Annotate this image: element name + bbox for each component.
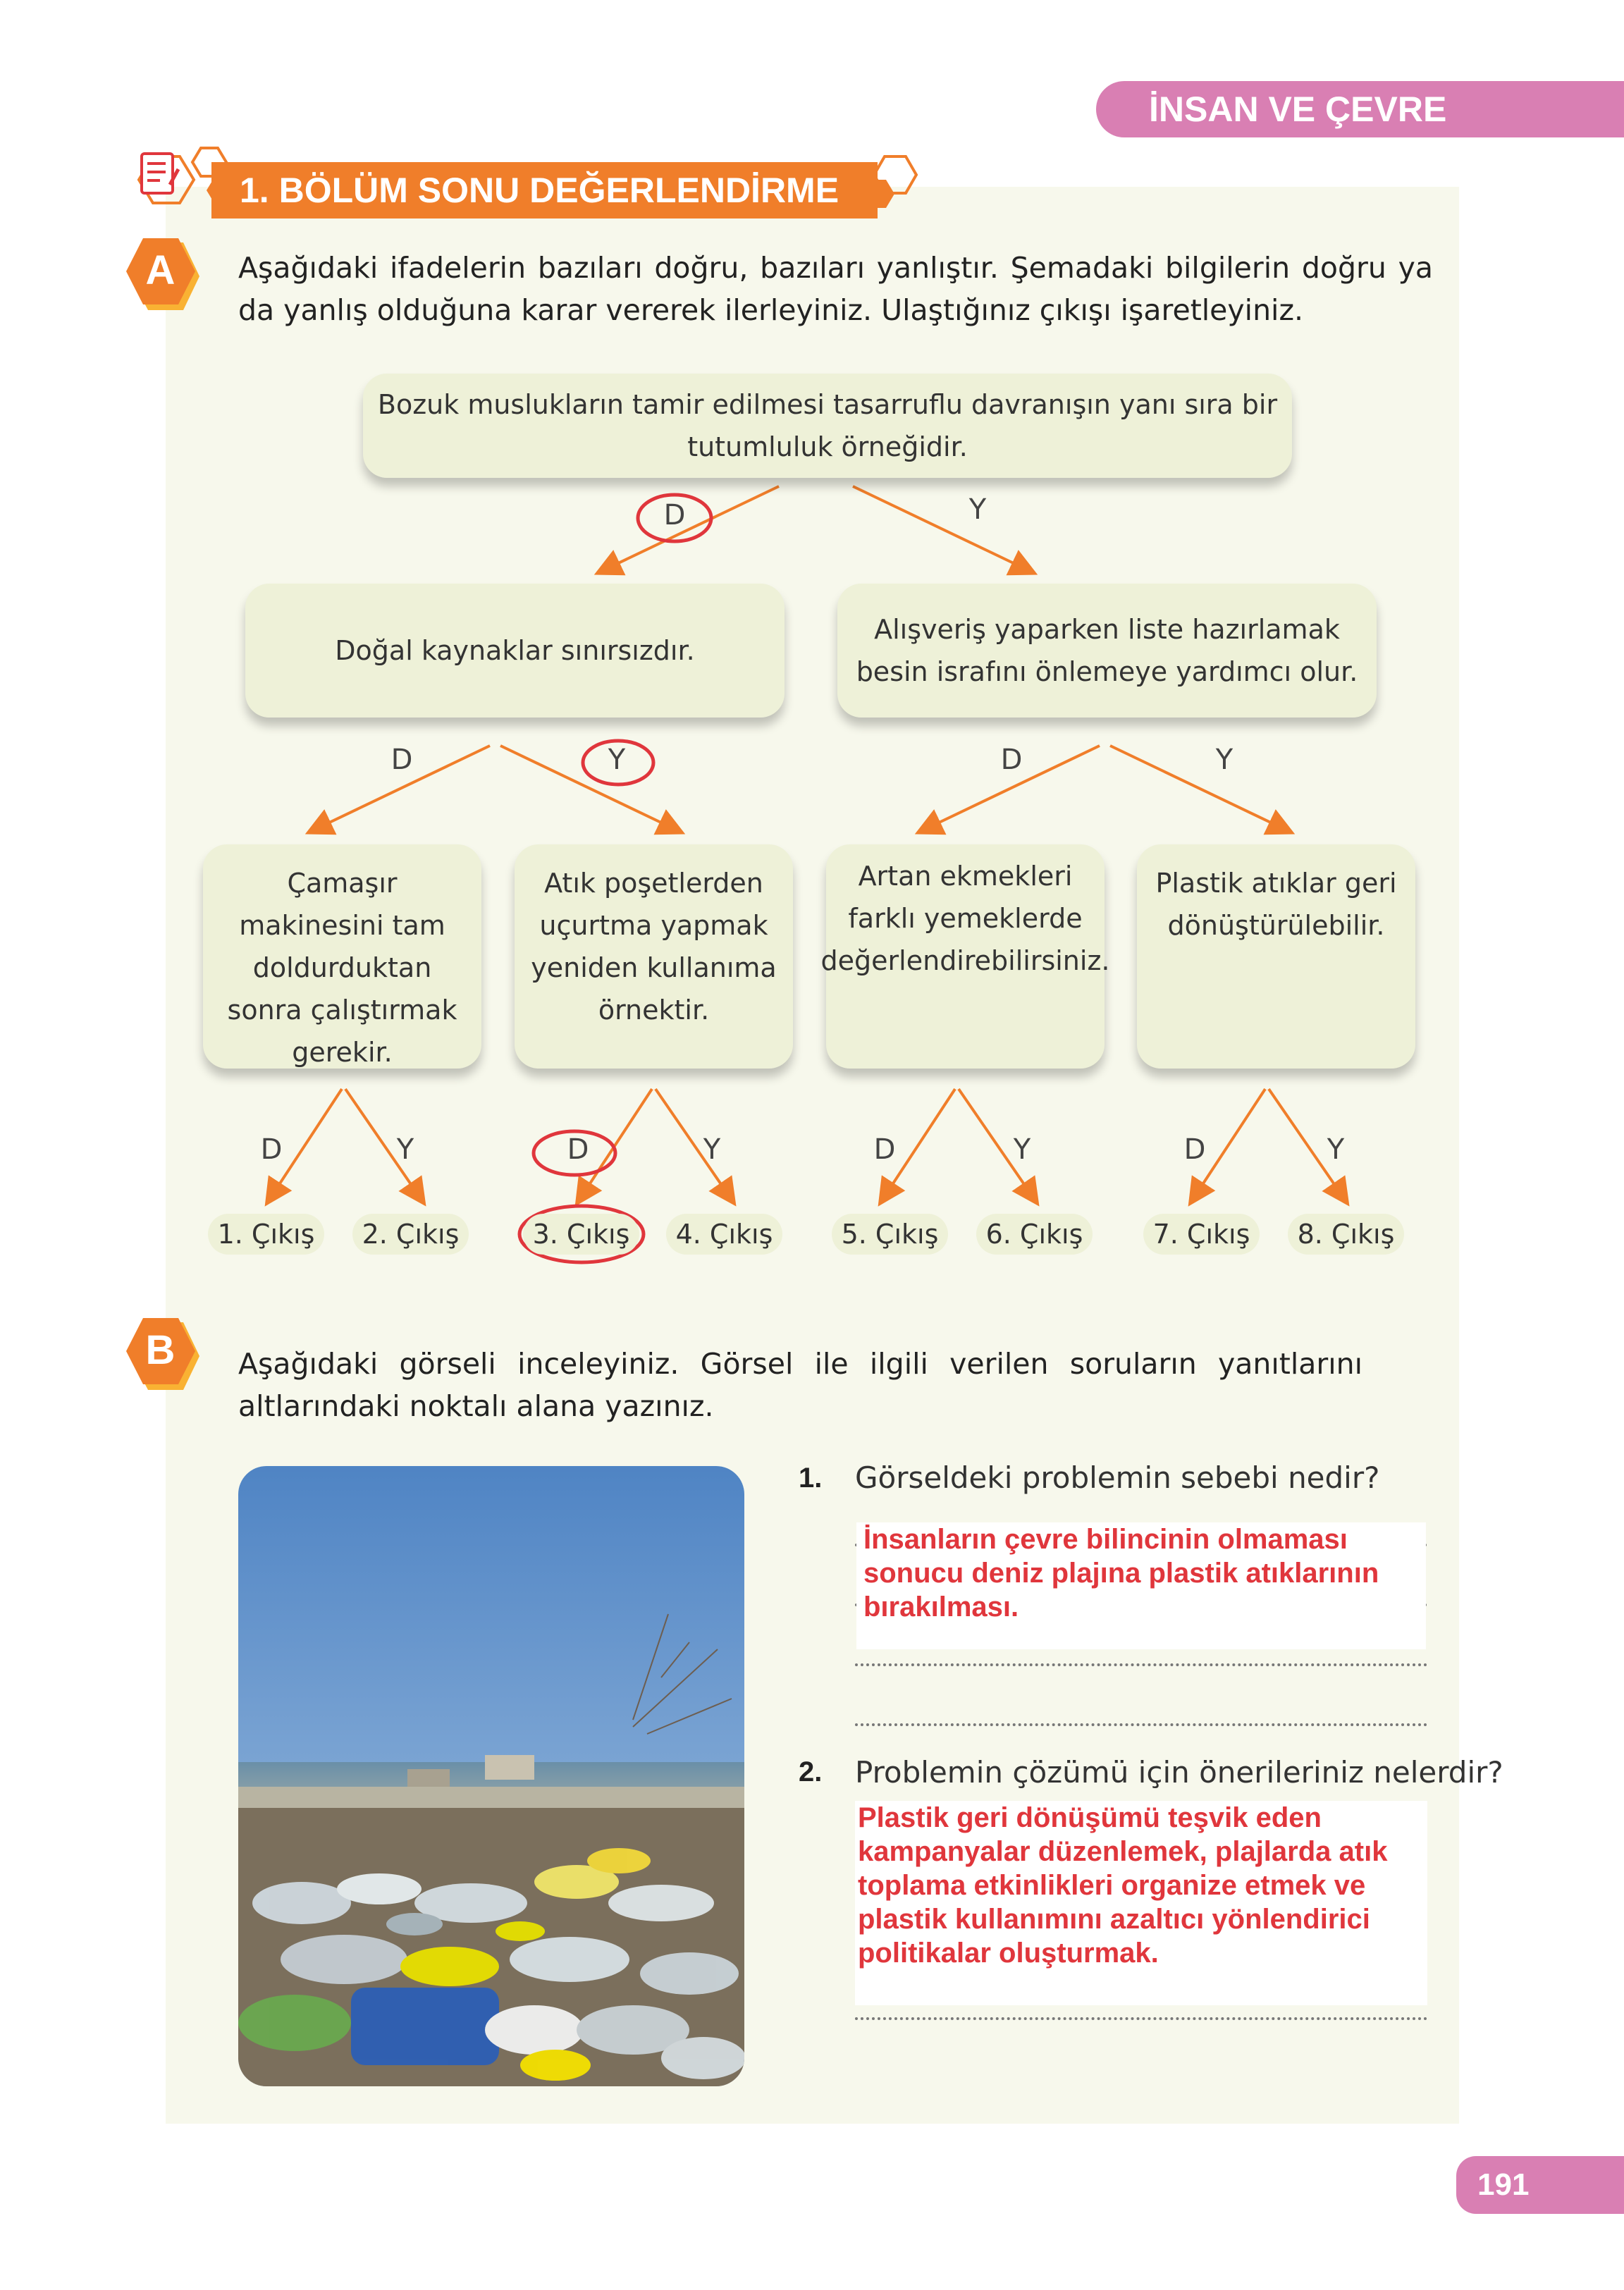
exit-6[interactable]: 6. Çıkış	[976, 1214, 1093, 1255]
question-2-answer[interactable]: Plastik geri dönüşümü teşvik eden kampanyalar düzenlemek, plajlarda atık toplama etkinlikleri organize etmek ve plastik kullanımını azaltıcı yönlendirici politikalar oluşturmak.	[855, 1801, 1427, 2005]
answer-line	[855, 2017, 1427, 2020]
section-a-instruction: Aşağıdaki ifadelerin bazıları doğru, bazıları yanlıştır. Şemadaki bilgilerin doğru ya da yanlış olduğuna karar vererek ilerleyiniz. Ulaştığınız çıkışı işaretleyiniz.	[238, 251, 1433, 327]
label-true: D	[567, 1133, 589, 1166]
question-2-number: 2.	[799, 1756, 823, 1787]
section-b-letter: B	[145, 1327, 176, 1373]
beach-pollution-photo	[238, 1466, 744, 2086]
flow-statement-3c: Artan ekmekleri farklı yemeklerde değerlendirebilirsiniz.	[826, 844, 1105, 1069]
label-true: D	[663, 499, 686, 531]
label-false: Y	[968, 493, 987, 526]
flow-statement-3b: Atık poşetlerden uçurtma yapmak yeniden kullanıma örnektir.	[515, 844, 793, 1069]
label-false: Y	[703, 1133, 721, 1166]
label-false: Y	[608, 744, 626, 776]
flow-root-statement: Bozuk muslukların tamir edilmesi tasarruflu davranışın yanı sıra bir tutumluluk örneğidir.	[363, 374, 1292, 478]
label-false: Y	[1327, 1133, 1345, 1166]
exit-1[interactable]: 1. Çıkış	[208, 1214, 324, 1255]
exit-7[interactable]: 7. Çıkış	[1143, 1214, 1260, 1255]
label-false: Y	[1215, 744, 1234, 776]
question-1-answer[interactable]: İnsanların çevre bilincinin olmaması sonucu deniz plajına plastik atıklarının bırakılması.	[856, 1522, 1426, 1649]
label-true: D	[390, 744, 413, 776]
chapter-header: İNSAN VE ÇEVRE	[1096, 81, 1624, 137]
label-false: Y	[396, 1133, 414, 1166]
question-2-text: Problemin çözümü için önerileriniz nelerdir?	[855, 1755, 1503, 1790]
question-1-number: 1.	[799, 1463, 823, 1494]
answer-line	[855, 1663, 1427, 1666]
exit-2[interactable]: 2. Çıkış	[352, 1214, 469, 1255]
section-title: 1. BÖLÜM SONU DEĞERLENDİRME	[211, 162, 878, 218]
label-true: D	[1000, 744, 1023, 776]
exit-5[interactable]: 5. Çıkış	[832, 1214, 948, 1255]
page-number: 191	[1456, 2156, 1624, 2214]
label-true: D	[1183, 1133, 1206, 1166]
label-true: D	[873, 1133, 896, 1166]
flow-statement-2a: Doğal kaynaklar sınırsızdır.	[245, 584, 785, 718]
flow-statement-3d: Plastik atıklar geri dönüştürülebilir.	[1137, 844, 1415, 1069]
exit-8[interactable]: 8. Çıkış	[1288, 1214, 1404, 1255]
flow-statement-2b: Alışveriş yaparken liste hazırlamak besin israfını önlemeye yardımcı olur.	[837, 584, 1377, 718]
label-true: D	[260, 1133, 283, 1166]
answer-line	[855, 1723, 1427, 1726]
section-a-letter: A	[145, 247, 176, 293]
label-false: Y	[1013, 1133, 1031, 1166]
question-1-text: Görseldeki problemin sebebi nedir?	[855, 1460, 1380, 1495]
exit-3-selected[interactable]: 3. Çıkış	[523, 1214, 639, 1255]
exit-4[interactable]: 4. Çıkış	[666, 1214, 782, 1255]
flow-statement-3a: Çamaşır makinesini tam doldurduktan sonra çalıştırmak gerekir.	[203, 844, 481, 1069]
section-b-instruction: Aşağıdaki görseli inceleyiniz. Görsel ile ilgili verilen soruların yanıtlarını altlarındaki noktalı alana yazınız.	[238, 1347, 1362, 1423]
